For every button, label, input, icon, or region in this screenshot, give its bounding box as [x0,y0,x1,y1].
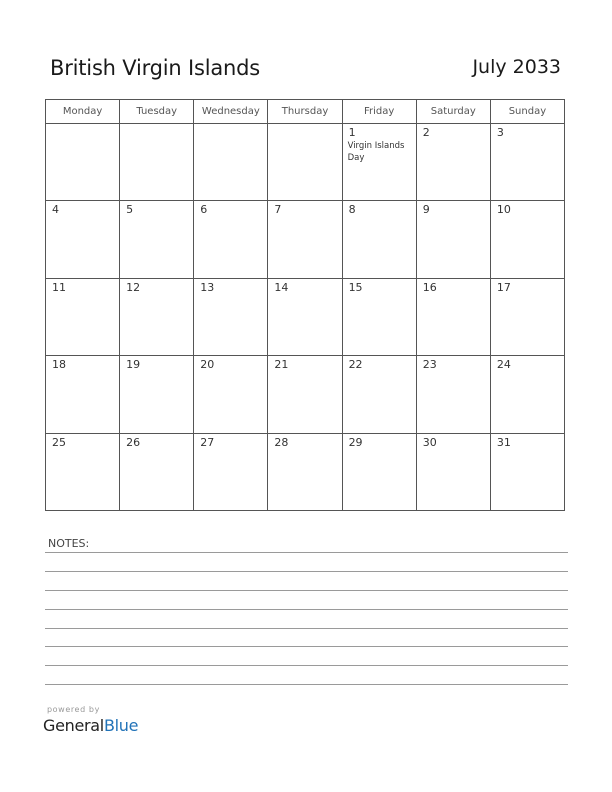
day-number: 30 [422,435,437,449]
day-number: 7 [274,203,282,217]
day-cell [490,124,564,201]
day-number: 16 [422,280,437,294]
day-number: 24 [496,358,511,372]
day-cell [194,278,268,355]
notes-line [45,609,568,610]
day-number: 6 [200,203,208,217]
day-cell [416,278,490,355]
weekday-header: Wednesday [194,100,268,124]
day-number: 22 [348,358,363,372]
day-number: 5 [126,203,134,217]
notes-line [45,684,568,685]
day-cell [46,278,120,355]
day-cell [490,356,564,433]
notes-line [45,646,568,647]
day-number: 1 [348,126,356,139]
day-cell [416,433,490,510]
day-number: 17 [496,280,511,294]
day-cell [490,433,564,510]
day-cell-empty [194,124,268,201]
calendar-month: July 2033 [472,56,561,78]
week-row [46,124,565,201]
day-number: 19 [126,358,141,372]
week-row [46,356,565,433]
day-cell [46,201,120,278]
day-number: 9 [422,203,430,217]
weekday-header: Friday [342,100,416,124]
logo-blue-text: Blue [103,716,139,735]
generalblue-logo [43,716,138,735]
week-row [46,433,565,510]
day-cell [342,124,416,201]
day-cell [194,356,268,433]
day-cell-empty [268,124,342,201]
day-number: 29 [348,435,363,449]
day-number: 18 [52,358,66,372]
day-cell [120,433,194,510]
day-number: 2 [422,126,430,139]
day-number: 8 [348,203,356,217]
calendar-grid [45,99,565,511]
day-cell [268,356,342,433]
day-cell-empty [46,124,120,201]
notes-line [45,552,568,553]
weekday-header: Tuesday [120,100,194,124]
day-number: 21 [274,358,289,372]
day-cell [416,356,490,433]
holiday-label: Virgin Islands Day [347,141,405,163]
day-cell [46,433,120,510]
day-cell [416,124,490,201]
day-cell [342,356,416,433]
weekday-header: Thursday [268,100,342,124]
weekday-header: Monday [46,100,120,124]
day-number: 23 [422,358,437,372]
day-number: 10 [496,203,511,217]
day-number: 28 [274,435,289,449]
day-cell [120,278,194,355]
logo-general-text: General [43,716,104,735]
day-number: 27 [200,435,215,449]
day-number: 14 [274,280,289,294]
notes-line [45,665,568,666]
day-number: 20 [200,358,215,372]
week-row [46,278,565,355]
day-cell [268,433,342,510]
day-cell [120,201,194,278]
day-cell [120,356,194,433]
weekday-header: Saturday [416,100,490,124]
day-cell [490,278,564,355]
day-number: 12 [126,280,141,294]
day-number: 31 [496,435,511,449]
day-cell [342,278,416,355]
day-number: 25 [52,435,66,449]
day-cell [268,201,342,278]
weekday-header: Sunday [490,100,564,124]
powered-by-text: powered by [47,705,100,714]
day-number: 15 [348,280,363,294]
day-cell [490,201,564,278]
day-number: 3 [496,126,504,139]
calendar-title: British Virgin Islands [50,56,261,80]
day-cell [416,201,490,278]
day-number: 4 [52,203,59,217]
day-number: 11 [52,280,66,294]
day-cell [194,433,268,510]
day-cell [268,278,342,355]
day-cell [46,356,120,433]
notes-line [45,590,568,591]
day-number: 13 [200,280,215,294]
week-row [46,201,565,278]
day-cell [194,201,268,278]
notes-label: NOTES: [48,537,90,550]
notes-line [45,628,568,629]
weekday-header-row [46,100,565,124]
day-cell-empty [120,124,194,201]
day-cell [342,433,416,510]
day-cell [342,201,416,278]
day-number: 26 [126,435,141,449]
notes-line [45,571,568,572]
